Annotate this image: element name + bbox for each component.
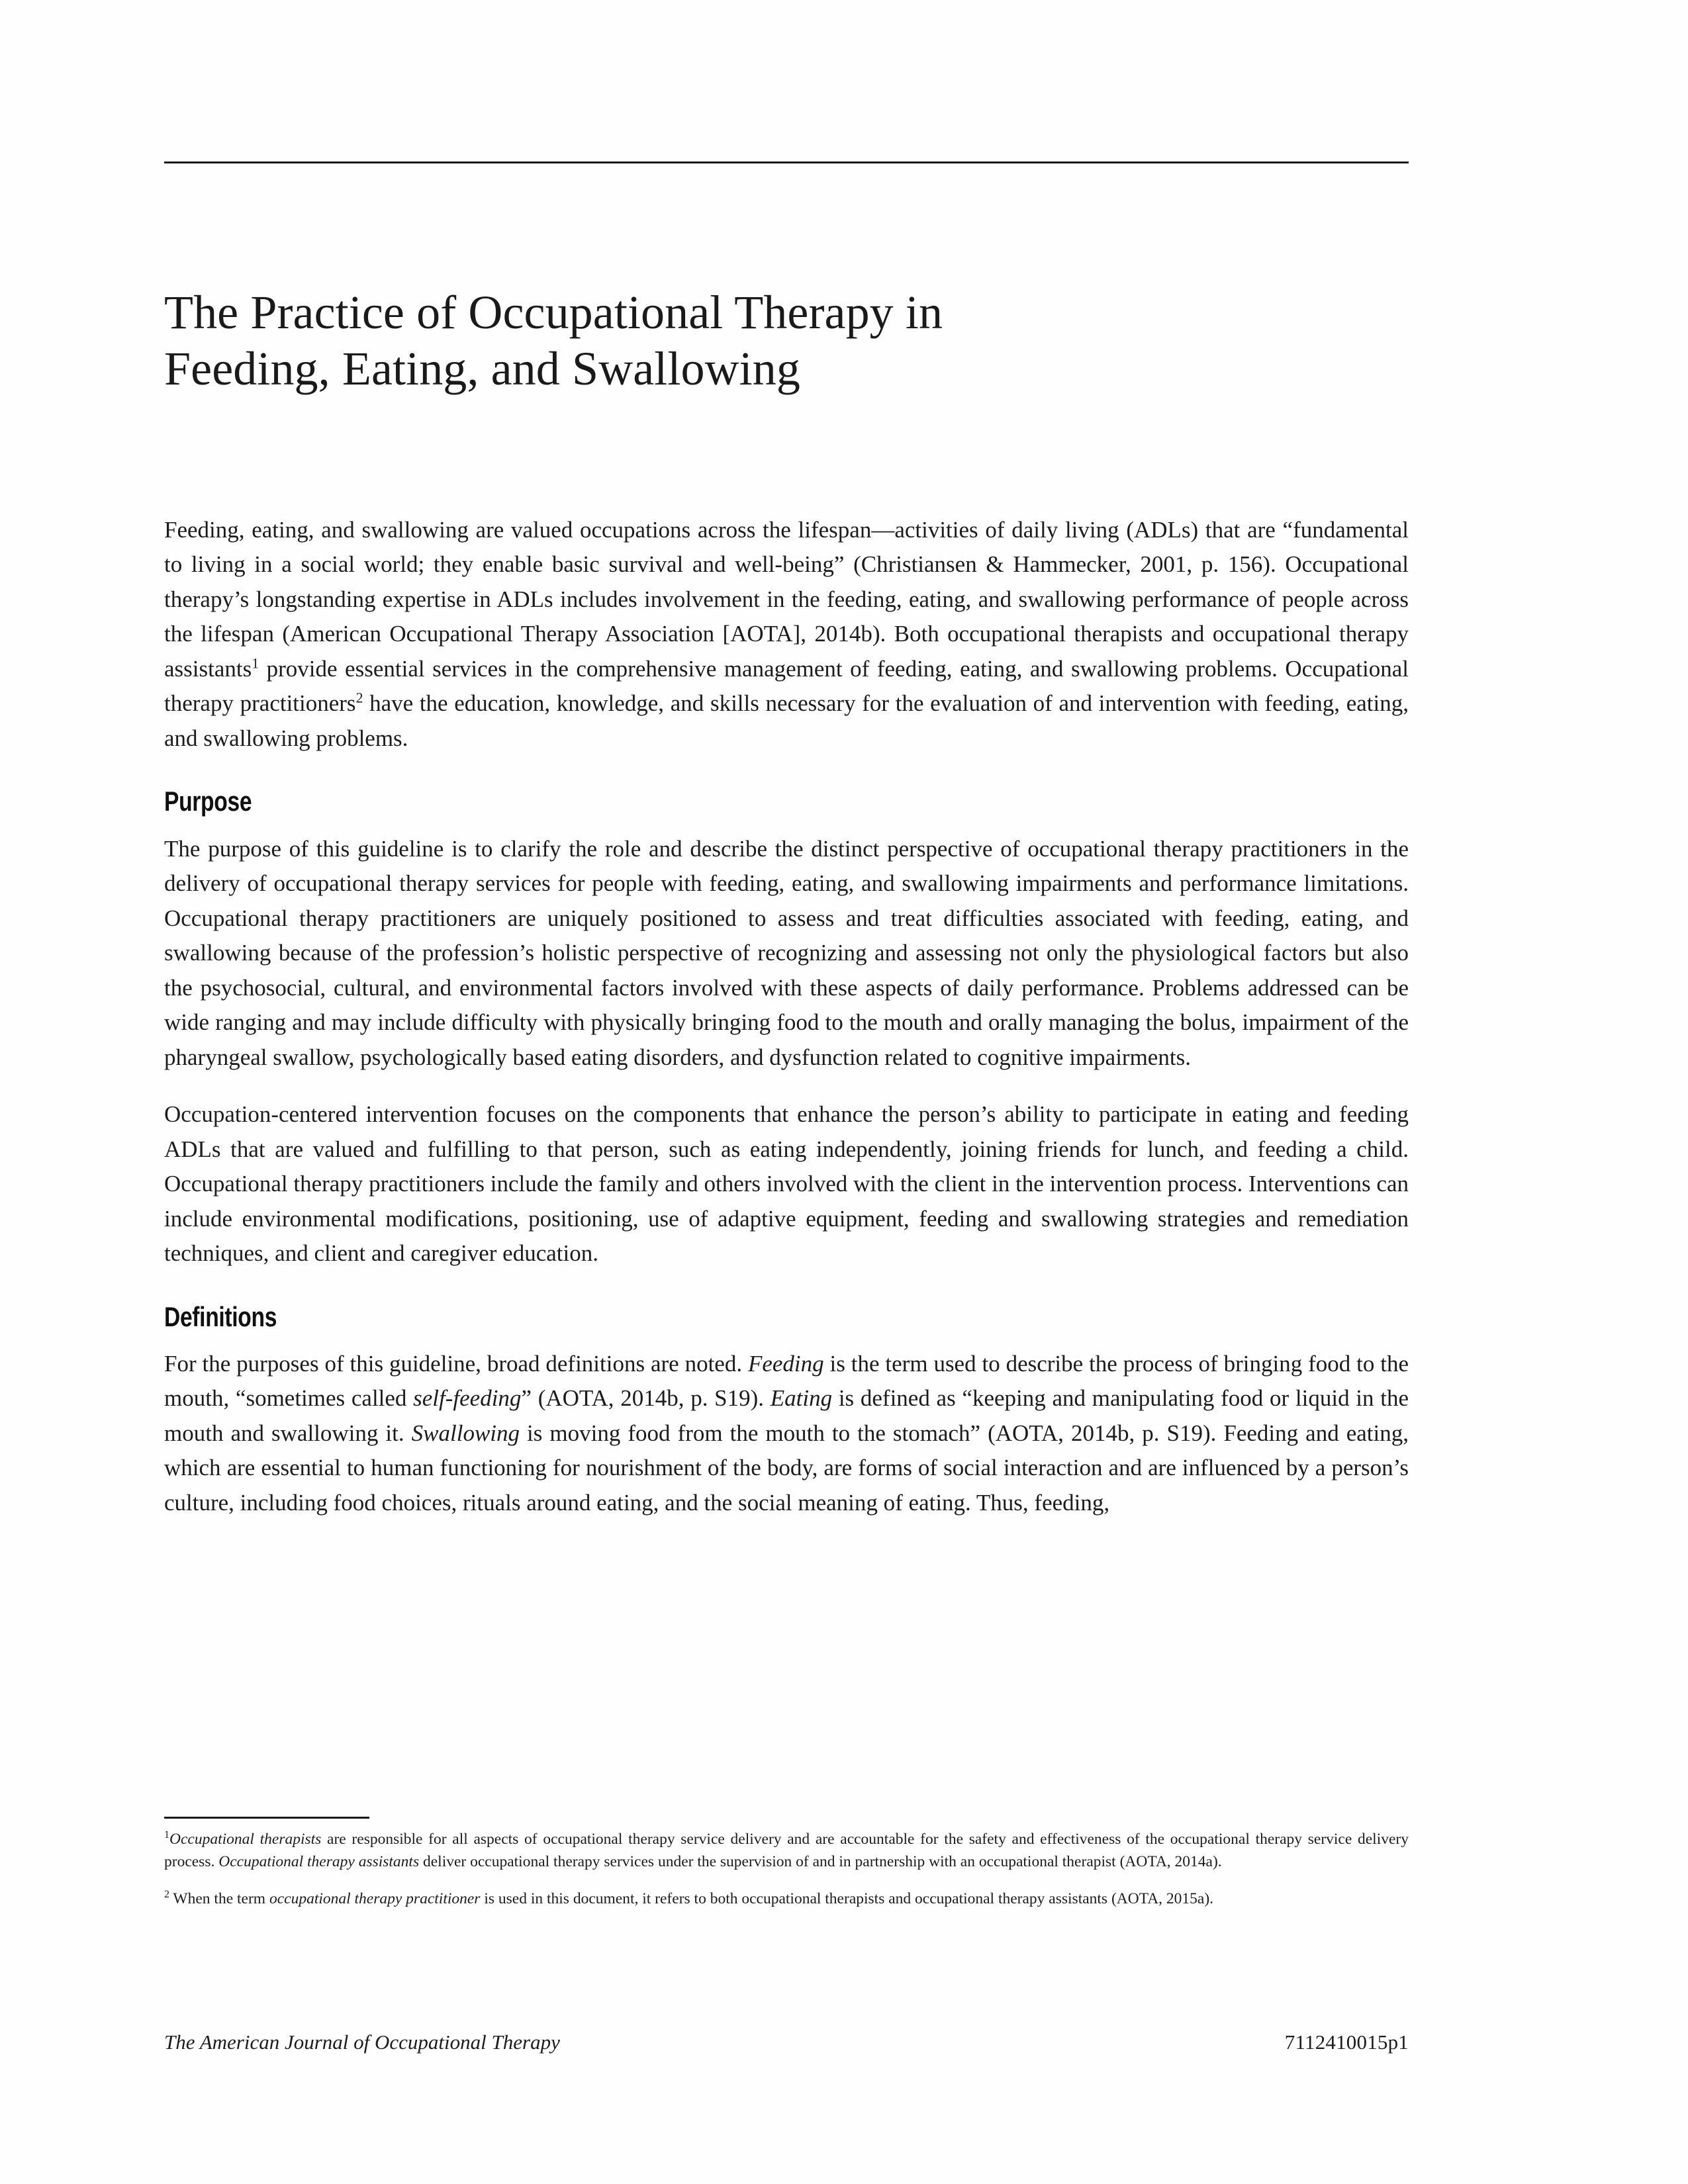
page-title-line-1: The Practice of Occupational Therapy in [164, 286, 943, 339]
footnote-marker-1[interactable]: 1 [252, 655, 259, 672]
footnote-area [164, 1817, 1409, 1910]
intro-paragraph [164, 513, 1409, 756]
footnote-2-term-1: occupational therapy practitioner [269, 1890, 481, 1907]
term-self-feeding: self-feeding [413, 1385, 522, 1412]
definitions-seg-3: ” (AOTA, 2014b, p. S19). [521, 1385, 771, 1412]
term-eating: Eating [770, 1385, 833, 1412]
footer-page-number: 7112410015p1 [1284, 2030, 1409, 2054]
title-spacer [164, 397, 1409, 513]
footer-journal-name: The American Journal of Occupational Therapy [164, 2030, 560, 2054]
purpose-paragraph-2: Occupation-centered intervention focuses on the components that enhance the person’s ability to participate in eating and feeding ADLs that are valued and fulfilling to that person, such as eating independently, joining friends for lunch, and feeding a child. Occupational therapy practitioners include the family and others involved with the client in the intervention process. Interventions can include environmental modifications, positioning, use of adaptive equipment, feeding and swallowing strategies and remediation techniques, and client and caregiver education. [164, 1101, 1409, 1267]
footnote-1-term-1: Occupational therapists [169, 1831, 322, 1848]
intro-text-part-2: provide essential services in the comprehensive management of feeding, eating, and swallowing problems. Occupational therapy practitioners [164, 655, 1409, 717]
footnote-item-1 [164, 1828, 1409, 1873]
footnote-item-2 [164, 1888, 1409, 1910]
footnote-1-seg-2: deliver occupational therapy services under the supervision of and in partnership with an occupational therapist (AOTA, 2014a). [419, 1853, 1222, 1870]
definitions-seg-4: is defined as “keeping and manipulating food or liquid in the mouth and swallowing it. [164, 1385, 1409, 1446]
footnote-1-term-2: Occupational therapy assistants [218, 1853, 420, 1870]
definitions-seg-5: is moving food from the mouth to the stomach” (AOTA, 2014b, p. S19). Feeding and eating, which are essential to human functioning for nourishment of the body, are forms of social interaction and are influenced by a person’s culture, including food choices, rituals around eating, and the social meaning of eating. Thus, feeding, [164, 1420, 1409, 1516]
term-feeding: Feeding [747, 1350, 824, 1377]
section-heading-definitions: Definitions [164, 1300, 277, 1332]
definitions-seg-1: For the purposes of this guideline, broad definitions are noted. [164, 1350, 748, 1377]
footnote-number-2: 2 [164, 1889, 169, 1901]
footnote-marker-2[interactable]: 2 [355, 690, 363, 706]
term-swallowing: Swallowing [411, 1420, 520, 1446]
definitions-paragraph [164, 1347, 1409, 1521]
footnote-1-seg-1: are responsible for all aspects of occupational therapy service delivery and are accountable for the safety and effectiveness of the occupational therapy service delivery process. [164, 1831, 1409, 1870]
purpose-paragraph-1: The purpose of this guideline is to clarify the role and describe the distinct perspective of occupational therapy practitioners in the delivery of occupational therapy services for people with feeding, eating, and swallowing impairments and performance limitations. Occupational therapy practitioners are uniquely positioned to assess and treat difficulties associated with feeding, eating, and swallowing because of the profession’s holistic perspective of recognizing and assessing not only the physiological factors but also the psychosocial, cultural, and environmental factors involved with these aspects of daily performance. Problems addressed can be wide ranging and may include difficulty with physically bringing food to the mouth and orally managing the bolus, impairment of the pharyngeal swallow, psychologically based eating disorders, and dysfunction related to cognitive impairments. [164, 835, 1409, 1070]
intro-text-part-3: have the education, knowledge, and skills necessary for the evaluation of and intervention with feeding, eating, and swallowing problems. [164, 690, 1409, 751]
footnote-separator-rule [164, 1817, 369, 1819]
intro-text-part-1: Feeding, eating, and swallowing are valued occupations across the lifespan—activities of daily living (ADLs) that are “fundamental to living in a social world; they enable basic survival and well-being” (Christiansen & Hammecker, 2001, p. 156). Occupational therapy’s longstanding expertise in ADLs includes involvement in the feeding, eating, and swallowing performance of people across the lifespan (American Occupational Therapy Association [AOTA], 2014b). Both occupational therapists and occupational therapy assistants [164, 516, 1409, 682]
footnote-2-seg-1: is used in this document, it refers to both occupational therapists and occupational therapy assistants (AOTA, 2015a). [480, 1890, 1214, 1907]
definitions-seg-2: is the term used to describe the process of bringing food to the mouth, “sometimes called [164, 1350, 1409, 1412]
content-column [164, 285, 1409, 1520]
page-footer [164, 2030, 1409, 2054]
footnote-2-seg-0: When the term [169, 1890, 269, 1907]
footnote-number-1: 1 [164, 1829, 169, 1841]
page-title-line-2: Feeding, Eating, and Swallowing [164, 341, 800, 395]
page-title [164, 285, 1289, 397]
header-rule [164, 161, 1409, 163]
section-heading-purpose: Purpose [164, 786, 252, 817]
